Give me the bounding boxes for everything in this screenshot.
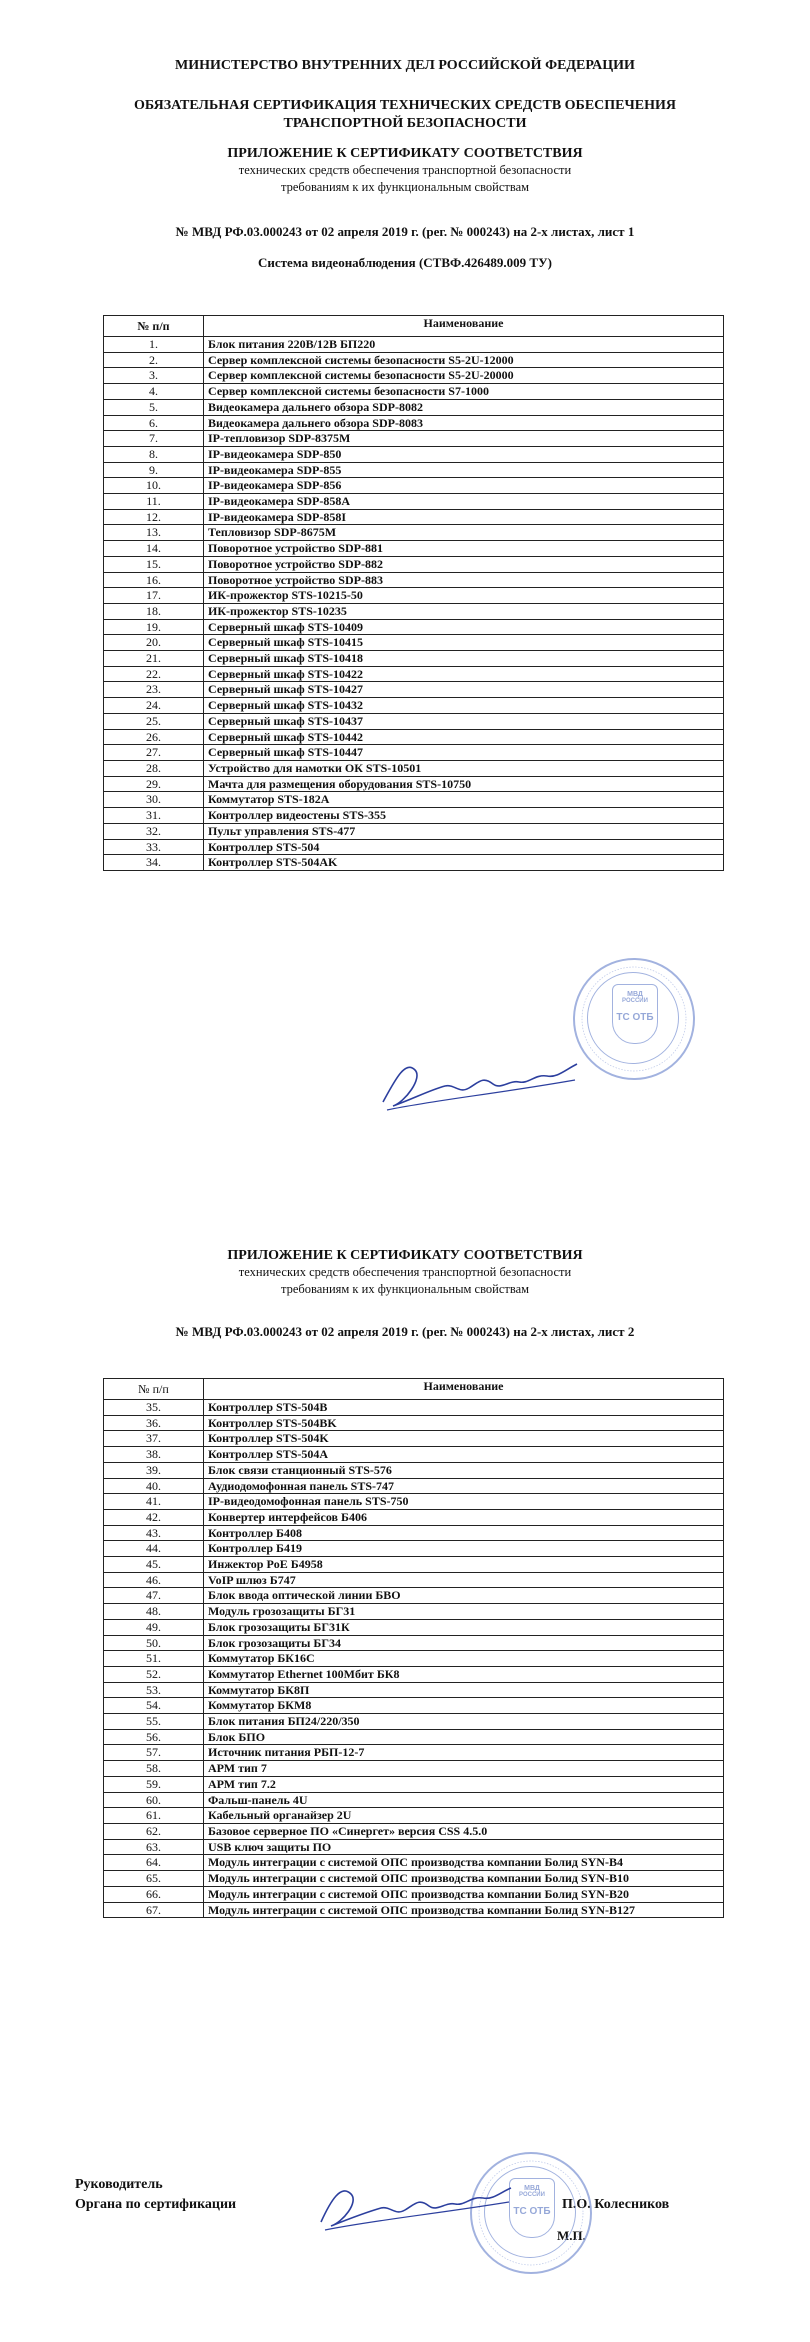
table-row — [104, 1604, 724, 1620]
table-row — [104, 384, 724, 400]
table-row — [104, 1447, 724, 1463]
certificate-number-2: № МВД РФ.03.000243 от 02 апреля 2019 г. (рег. № 000243) на 2-х листах, лист 2 — [175, 1324, 635, 1339]
table-row — [104, 698, 724, 714]
certification-header-line2: ТРАНСПОРТНОЙ БЕЗОПАСНОСТИ — [283, 116, 527, 131]
table-row — [104, 1415, 724, 1431]
appendix-title-block-2 — [0, 1248, 810, 1298]
appendix-subtitle-2: требованиям к их функциональным свойствам — [280, 180, 530, 194]
item-name: Пульт управления STS-477 — [204, 823, 724, 839]
item-name: Коммутатор БК8П — [204, 1682, 724, 1698]
item-name: Кабельный органайзер 2U — [204, 1808, 724, 1824]
item-name: Поворотное устройство SDP-883 — [204, 572, 724, 588]
item-number: 31. — [104, 808, 204, 824]
appendix-subtitle-2-2: требованиям к их функциональным свойствам — [280, 1282, 530, 1296]
item-name: Серверный шкаф STS-10422 — [204, 666, 724, 682]
item-number: 11. — [104, 494, 204, 510]
item-name: USB ключ защиты ПО — [204, 1839, 724, 1855]
table-row — [104, 415, 724, 431]
item-name: Контроллер STS-504AK — [204, 855, 724, 871]
item-name: Фальш-панель 4U — [204, 1792, 724, 1808]
table-row — [104, 1651, 724, 1667]
item-number: 59. — [104, 1776, 204, 1792]
item-number: 1. — [104, 337, 204, 353]
item-name: Контроллер STS-504K — [204, 1431, 724, 1447]
certificate-sheet-2 — [0, 1170, 810, 2342]
item-name: IP-тепловизор SDP-8375M — [204, 431, 724, 447]
item-name: Мачта для размещения оборудования STS-10750 — [204, 776, 724, 792]
item-number: 18. — [104, 603, 204, 619]
item-name: Серверный шкаф STS-10442 — [204, 729, 724, 745]
signer-title-2: Органа по сертификации — [75, 2197, 237, 2212]
table-header-row — [104, 316, 724, 337]
table-row — [104, 1871, 724, 1887]
item-number: 32. — [104, 823, 204, 839]
equipment-table-1 — [103, 315, 724, 871]
item-number: 55. — [104, 1714, 204, 1730]
table-row — [104, 1619, 724, 1635]
stamp-text-top: МВД — [627, 991, 643, 998]
item-name: Серверный шкаф STS-10437 — [204, 713, 724, 729]
item-number: 66. — [104, 1886, 204, 1902]
item-number: 36. — [104, 1415, 204, 1431]
item-number: 7. — [104, 431, 204, 447]
table-row — [104, 431, 724, 447]
item-name: Коммутатор БК16С — [204, 1651, 724, 1667]
item-number: 2. — [104, 352, 204, 368]
item-number: 46. — [104, 1572, 204, 1588]
table-row — [104, 1745, 724, 1761]
item-name: IP-видеокамера SDP-858I — [204, 509, 724, 525]
table-row — [104, 666, 724, 682]
column-header-number: № п/п — [104, 316, 204, 337]
table-row — [104, 808, 724, 824]
item-name: Серверный шкаф STS-10447 — [204, 745, 724, 761]
signer-name: П.О. Колесников — [562, 2197, 670, 2212]
item-name: Видеокамера дальнего обзора SDP-8082 — [204, 399, 724, 415]
item-name: Блок питания БП24/220/350 — [204, 1714, 724, 1730]
item-number: 30. — [104, 792, 204, 808]
item-number: 47. — [104, 1588, 204, 1604]
item-number: 44. — [104, 1541, 204, 1557]
item-name: Модуль грозозащиты БГ31 — [204, 1604, 724, 1620]
item-number: 33. — [104, 839, 204, 855]
item-number: 65. — [104, 1871, 204, 1887]
appendix-subtitle-2-1: технических средств обеспечения транспортной безопасности — [238, 1265, 572, 1279]
item-name: Серверный шкаф STS-10409 — [204, 619, 724, 635]
table-row — [104, 1431, 724, 1447]
table-row — [104, 1682, 724, 1698]
stamp-text-mid: РОССИИ — [519, 2192, 545, 2198]
item-name: АРМ тип 7.2 — [204, 1776, 724, 1792]
item-name: АРМ тип 7 — [204, 1761, 724, 1777]
table-row — [104, 792, 724, 808]
table-row — [104, 572, 724, 588]
item-number: 43. — [104, 1525, 204, 1541]
appendix-title-2: ПРИЛОЖЕНИЕ К СЕРТИФИКАТУ СООТВЕТСТВИЯ — [227, 1248, 583, 1263]
stamp-shield-icon — [612, 984, 658, 1044]
item-number: 51. — [104, 1651, 204, 1667]
table-row — [104, 1666, 724, 1682]
item-name: IP-видеокамера SDP-856 — [204, 478, 724, 494]
table-row — [104, 1635, 724, 1651]
table-row — [104, 776, 724, 792]
item-name: Аудиодомофонная панель STS-747 — [204, 1478, 724, 1494]
table-row — [104, 729, 724, 745]
item-number: 52. — [104, 1666, 204, 1682]
table-row — [104, 494, 724, 510]
table-row — [104, 603, 724, 619]
item-name: Контроллер STS-504A — [204, 1447, 724, 1463]
item-number: 41. — [104, 1494, 204, 1510]
item-number: 14. — [104, 541, 204, 557]
item-name: Конвертер интерфейсов Б406 — [204, 1509, 724, 1525]
table-row — [104, 368, 724, 384]
item-name: Модуль интеграции с системой ОПС производства компании Болид SYN-B4 — [204, 1855, 724, 1871]
signer-titles — [75, 2175, 236, 2215]
item-name: Серверный шкаф STS-10427 — [204, 682, 724, 698]
item-number: 61. — [104, 1808, 204, 1824]
item-name: Блок связи станционный STS-576 — [204, 1462, 724, 1478]
item-name: Блок БПО — [204, 1729, 724, 1745]
table-row — [104, 1698, 724, 1714]
stamp-text-mid: РОССИИ — [622, 998, 648, 1004]
item-number: 37. — [104, 1431, 204, 1447]
table-row — [104, 1588, 724, 1604]
signer-title-1: Руководитель — [75, 2177, 163, 2192]
item-number: 21. — [104, 651, 204, 667]
item-name: IP-видеокамера SDP-850 — [204, 446, 724, 462]
item-number: 12. — [104, 509, 204, 525]
system-name: Система видеонаблюдения (СТВФ.426489.009 ТУ) — [258, 255, 552, 270]
item-number: 67. — [104, 1902, 204, 1918]
stamp-text-top: МВД — [524, 2185, 540, 2192]
table-row — [104, 541, 724, 557]
item-number: 15. — [104, 556, 204, 572]
item-name: Серверный шкаф STS-10418 — [204, 651, 724, 667]
table-row — [104, 1400, 724, 1416]
certification-header — [0, 97, 810, 133]
item-name: Контроллер видеостены STS-355 — [204, 808, 724, 824]
table-row — [104, 1902, 724, 1918]
table-row — [104, 1525, 724, 1541]
certificate-sheet-1 — [0, 0, 810, 1170]
item-number: 10. — [104, 478, 204, 494]
item-number: 26. — [104, 729, 204, 745]
item-number: 48. — [104, 1604, 204, 1620]
item-number: 60. — [104, 1792, 204, 1808]
table-row — [104, 619, 724, 635]
item-number: 27. — [104, 745, 204, 761]
item-name: Коммутатор Ethernet 100Мбит БК8 — [204, 1666, 724, 1682]
item-name: Сервер комплексной системы безопасности S5-2U-12000 — [204, 352, 724, 368]
item-number: 8. — [104, 446, 204, 462]
item-name: VoIP шлюз Б747 — [204, 1572, 724, 1588]
item-number: 38. — [104, 1447, 204, 1463]
item-name: ИК-прожектор STS-10235 — [204, 603, 724, 619]
item-name: Видеокамера дальнего обзора SDP-8083 — [204, 415, 724, 431]
table-row — [104, 1541, 724, 1557]
item-number: 53. — [104, 1682, 204, 1698]
item-name: Поворотное устройство SDP-881 — [204, 541, 724, 557]
item-number: 49. — [104, 1619, 204, 1635]
table-row — [104, 745, 724, 761]
item-name: Модуль интеграции с системой ОПС производства компании Болид SYN-B127 — [204, 1902, 724, 1918]
item-name: Сервер комплексной системы безопасности S7-1000 — [204, 384, 724, 400]
item-name: IP-видеокамера SDP-855 — [204, 462, 724, 478]
item-name: Поворотное устройство SDP-882 — [204, 556, 724, 572]
table-row — [104, 682, 724, 698]
table-row — [104, 462, 724, 478]
table-row — [104, 1792, 724, 1808]
table-row — [104, 1462, 724, 1478]
item-name: Контроллер STS-504B — [204, 1400, 724, 1416]
table-row — [104, 352, 724, 368]
table-row — [104, 713, 724, 729]
seal-place-label: М.П. — [557, 2228, 586, 2243]
item-name: Блок грозозащиты БГ31К — [204, 1619, 724, 1635]
table-row — [104, 1839, 724, 1855]
table-row — [104, 399, 724, 415]
table-row — [104, 1855, 724, 1871]
certificate-number: № МВД РФ.03.000243 от 02 апреля 2019 г. (рег. № 000243) на 2-х листах, лист 1 — [175, 224, 635, 239]
item-name: Тепловизор SDP-8675M — [204, 525, 724, 541]
item-number: 13. — [104, 525, 204, 541]
table-row — [104, 823, 724, 839]
item-number: 5. — [104, 399, 204, 415]
column-header-number: № п/п — [104, 1379, 204, 1400]
table-row — [104, 525, 724, 541]
item-number: 20. — [104, 635, 204, 651]
table-row — [104, 337, 724, 353]
item-name: Контроллер STS-504BK — [204, 1415, 724, 1431]
table-row — [104, 635, 724, 651]
item-number: 35. — [104, 1400, 204, 1416]
item-number: 39. — [104, 1462, 204, 1478]
item-name: Контроллер STS-504 — [204, 839, 724, 855]
table-row — [104, 478, 724, 494]
item-number: 17. — [104, 588, 204, 604]
table-row — [104, 651, 724, 667]
ministry-header: МИНИСТЕРСТВО ВНУТРЕННИХ ДЕЛ РОССИЙСКОЙ ФЕДЕРАЦИИ — [175, 58, 635, 73]
table-row — [104, 855, 724, 871]
table-row — [104, 760, 724, 776]
item-name: IP-видеодомофонная панель STS-750 — [204, 1494, 724, 1510]
item-number: 64. — [104, 1855, 204, 1871]
table-row — [104, 556, 724, 572]
item-number: 42. — [104, 1509, 204, 1525]
item-name: ИК-прожектор STS-10215-50 — [204, 588, 724, 604]
table-row — [104, 1478, 724, 1494]
item-name: Базовое серверное ПО «Синергет» версия CSS 4.5.0 — [204, 1823, 724, 1839]
table-row — [104, 588, 724, 604]
table-row — [104, 1886, 724, 1902]
certification-header-line1: ОБЯЗАТЕЛЬНАЯ СЕРТИФИКАЦИЯ ТЕХНИЧЕСКИХ СРЕДСТВ ОБЕСПЕЧЕНИЯ — [134, 98, 676, 113]
item-name: Устройство для намотки ОК STS-10501 — [204, 760, 724, 776]
item-name: Блок грозозащиты БГ34 — [204, 1635, 724, 1651]
item-name: Контроллер Б419 — [204, 1541, 724, 1557]
item-number: 22. — [104, 666, 204, 682]
table-row — [104, 1729, 724, 1745]
item-number: 62. — [104, 1823, 204, 1839]
item-number: 4. — [104, 384, 204, 400]
item-number: 45. — [104, 1557, 204, 1573]
appendix-title: ПРИЛОЖЕНИЕ К СЕРТИФИКАТУ СООТВЕТСТВИЯ — [227, 146, 583, 161]
certification-stamp — [573, 958, 695, 1080]
column-header-name: Наименование — [204, 316, 724, 337]
stamp-shield-icon — [509, 2178, 555, 2238]
item-name: Источник питания РБП-12-7 — [204, 1745, 724, 1761]
item-name: IP-видеокамера SDP-858A — [204, 494, 724, 510]
table-header-row — [104, 1379, 724, 1400]
item-name: Серверный шкаф STS-10432 — [204, 698, 724, 714]
item-number: 9. — [104, 462, 204, 478]
item-name: Модуль интеграции с системой ОПС производства компании Болид SYN-B10 — [204, 1871, 724, 1887]
table-row — [104, 1776, 724, 1792]
item-number: 63. — [104, 1839, 204, 1855]
item-name: Серверный шкаф STS-10415 — [204, 635, 724, 651]
appendix-title-block — [0, 146, 810, 196]
item-name: Сервер комплексной системы безопасности S5-2U-20000 — [204, 368, 724, 384]
table-row — [104, 1714, 724, 1730]
item-number: 34. — [104, 855, 204, 871]
table-row — [104, 509, 724, 525]
item-number: 56. — [104, 1729, 204, 1745]
item-name: Блок ввода оптической линии БВО — [204, 1588, 724, 1604]
item-number: 6. — [104, 415, 204, 431]
item-name: Контроллер Б408 — [204, 1525, 724, 1541]
stamp-text-bottom: ТС ОТБ — [616, 1012, 654, 1023]
item-number: 24. — [104, 698, 204, 714]
table-row — [104, 1509, 724, 1525]
table-row — [104, 1557, 724, 1573]
item-number: 3. — [104, 368, 204, 384]
item-name: Коммутатор БКМ8 — [204, 1698, 724, 1714]
signature-icon — [375, 1040, 585, 1120]
table-row — [104, 1761, 724, 1777]
table-row — [104, 1808, 724, 1824]
item-name: Модуль интеграции с системой ОПС производства компании Болид SYN-B20 — [204, 1886, 724, 1902]
equipment-table-2 — [103, 1378, 724, 1918]
table-row — [104, 1494, 724, 1510]
item-number: 28. — [104, 760, 204, 776]
table-row — [104, 1823, 724, 1839]
item-name: Инжектор PoE Б4958 — [204, 1557, 724, 1573]
item-number: 19. — [104, 619, 204, 635]
appendix-subtitle-1: технических средств обеспечения транспортной безопасности — [238, 163, 572, 177]
item-number: 54. — [104, 1698, 204, 1714]
item-number: 25. — [104, 713, 204, 729]
item-number: 57. — [104, 1745, 204, 1761]
item-number: 58. — [104, 1761, 204, 1777]
item-number: 23. — [104, 682, 204, 698]
item-name: Коммутатор STS-182A — [204, 792, 724, 808]
item-name: Блок питания 220В/12В БП220 — [204, 337, 724, 353]
item-number: 29. — [104, 776, 204, 792]
table-row — [104, 446, 724, 462]
item-number: 50. — [104, 1635, 204, 1651]
item-number: 40. — [104, 1478, 204, 1494]
column-header-name: Наименование — [204, 1379, 724, 1400]
table-row — [104, 839, 724, 855]
signature-icon-2 — [315, 2170, 515, 2240]
item-number: 16. — [104, 572, 204, 588]
table-row — [104, 1572, 724, 1588]
stamp-text-bottom: ТС ОТБ — [513, 2206, 551, 2217]
